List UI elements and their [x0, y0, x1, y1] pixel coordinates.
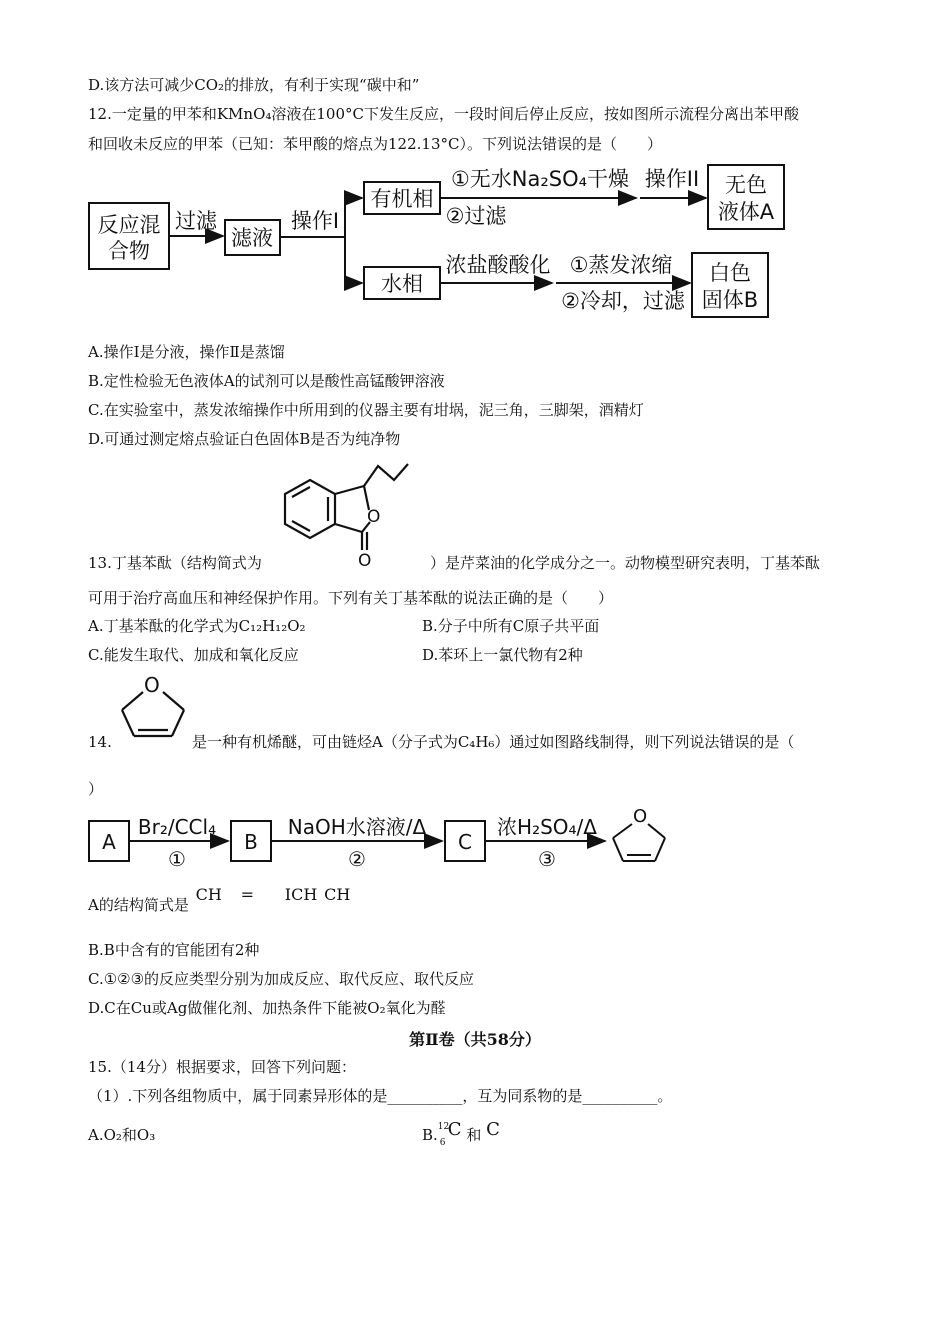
q13-option-c: C.能发生取代、加成和氧化反应 — [88, 646, 299, 664]
q14-option-c: C.①②③的反应类型分别为加成反应、取代反应、取代反应 — [88, 970, 475, 988]
q14-option-a-formula-1: CH — [195, 885, 222, 904]
flow-solid-label-1: 白色 — [709, 261, 751, 285]
q14-option-a-prefix: A的结构简式是 — [88, 896, 189, 914]
q12-option-c: C.在实验室中，蒸发浓缩操作中所用到的仪器主要有坩埚，泥三角，三脚架，酒精灯 — [88, 401, 644, 419]
flow-filtrate-label: 滤液 — [231, 226, 273, 250]
q12-option-d: D.可通过测定熔点验证白色固体B是否为纯净物 — [88, 430, 401, 448]
flow-solid-label-2: 固体B — [701, 288, 759, 312]
flow-mixture-label-2: 合物 — [108, 239, 150, 263]
q15-mass-number: 12 — [437, 1122, 450, 1132]
route-a-label: A — [102, 830, 116, 854]
flow-filter2-label: ②过滤 — [445, 204, 507, 228]
q15-carbon-1: C — [447, 1119, 462, 1140]
q11-option-d: D.该方法可减少CO₂的排放，有利于实现“碳中和” — [88, 76, 420, 94]
q15-atomic-number: 6 — [439, 1138, 446, 1148]
q13-stem-suffix: ）是芹菜油的化学成分之一。动物模型研究表明，丁基苯酞 — [430, 554, 821, 572]
q15-carbon-2: C — [486, 1119, 500, 1140]
dihydrofuran-structure — [110, 666, 190, 748]
flow-mixture-label-1: 反应混 — [97, 213, 161, 237]
flow-acid-label: 浓盐酸酸化 — [445, 253, 551, 277]
q15-option-a: A.O₂和O₃ — [88, 1126, 156, 1144]
route-step-1: ① — [168, 847, 186, 871]
q13-stem-line2: 可用于治疗高血压和神经保护作用。下列有关丁基苯酞的说法正确的是（ ） — [88, 589, 614, 607]
route-reagent-1: Br₂/CCl₄ — [137, 815, 217, 839]
flow-op1-label: 操作I — [290, 209, 340, 233]
q14-option-a — [88, 885, 351, 915]
q13-option-d: D.苯环上一氯代物有2种 — [422, 646, 583, 664]
route-product-oxygen: O — [633, 806, 648, 827]
flow-aqueous-label: 水相 — [381, 272, 423, 296]
q13-option-a: A.丁基苯酞的化学式为C₁₂H₁₂O₂ — [88, 617, 306, 635]
route-reagent-3: 浓H₂SO₄/Δ — [497, 815, 597, 839]
dihydrofuran-oxygen: O — [144, 673, 160, 697]
q12-stem-line1: 12.一定量的甲苯和KMnO₄溶液在100°C下发生反应，一段时间后停止反应，按如图所示流程分离出苯甲酸 — [88, 105, 800, 123]
q14-option-a-formula-4: CH — [324, 885, 351, 904]
butylphthalide-structure — [270, 462, 430, 574]
q14-option-d: D.C在Cu或Ag做催化剂、加热条件下能被O₂氧化为醛 — [88, 999, 446, 1017]
route-c-label: C — [458, 830, 472, 854]
flow-cool-label: ②冷却，过滤 — [561, 289, 685, 313]
q12-option-b: B.定性检验无色液体A的试剂可以是酸性高锰酸钾溶液 — [88, 372, 445, 390]
flow-liquid-label-1: 无色 — [725, 173, 767, 197]
structure-carbonyl-oxygen: O — [358, 551, 372, 571]
q12-flow-diagram — [0, 0, 950, 340]
q12-stem-line2: 和回收未反应的甲苯（已知：苯甲酸的熔点为122.13°C）。下列说法错误的是（ ） — [88, 135, 662, 153]
route-reagent-2: NaOH水溶液/Δ — [287, 815, 427, 839]
route-step-3: ③ — [538, 847, 556, 871]
q13-option-b: B.分子中所有C原子共平面 — [422, 617, 600, 635]
flow-liquid-label-2: 液体A — [717, 200, 775, 224]
part2-title: 第Ⅱ卷（共58分） — [409, 1030, 541, 1049]
q15-stem: 15.（14分）根据要求，回答下列问题： — [88, 1058, 356, 1076]
q14-stem: 是一种有机烯醚，可由链烃A（分子式为C₄H₆）通过如图路线制得，则下列说法错误的是（ — [192, 733, 795, 751]
q14-option-b: B.B中含有的官能团有2种 — [88, 941, 260, 959]
flow-evap-label: ①蒸发浓缩 — [569, 253, 673, 277]
q14-option-a-formula-3: ICH — [284, 885, 318, 904]
q14-route-diagram — [0, 800, 950, 880]
q14-option-a-formula-2: = — [240, 885, 255, 904]
q15-and: 和 — [466, 1126, 482, 1144]
flow-organic-label: 有机相 — [370, 187, 434, 211]
q15-option-b-prefix: B. — [422, 1126, 438, 1144]
q15-subquestion-1: （1）.下列各组物质中，属于同素异形体的是__________，互为同系物的是__________。 — [88, 1087, 673, 1105]
q12-option-a: A.操作Ⅰ是分液，操作Ⅱ是蒸馏 — [88, 343, 285, 361]
flow-filter-label: 过滤 — [175, 209, 217, 233]
q14-stem-close: ） — [88, 780, 104, 798]
q14-number: 14. — [88, 733, 112, 751]
route-step-2: ② — [348, 847, 366, 871]
flow-dry-label: ①无水Na₂SO₄干燥 — [450, 167, 630, 191]
q13-stem-prefix: 13.丁基苯酞（结构简式为 — [88, 554, 262, 572]
structure-ring-oxygen: O — [367, 507, 381, 527]
route-b-label: B — [244, 830, 258, 854]
flow-op2-label: 操作II — [644, 167, 700, 191]
q15-option-b — [422, 1119, 500, 1148]
